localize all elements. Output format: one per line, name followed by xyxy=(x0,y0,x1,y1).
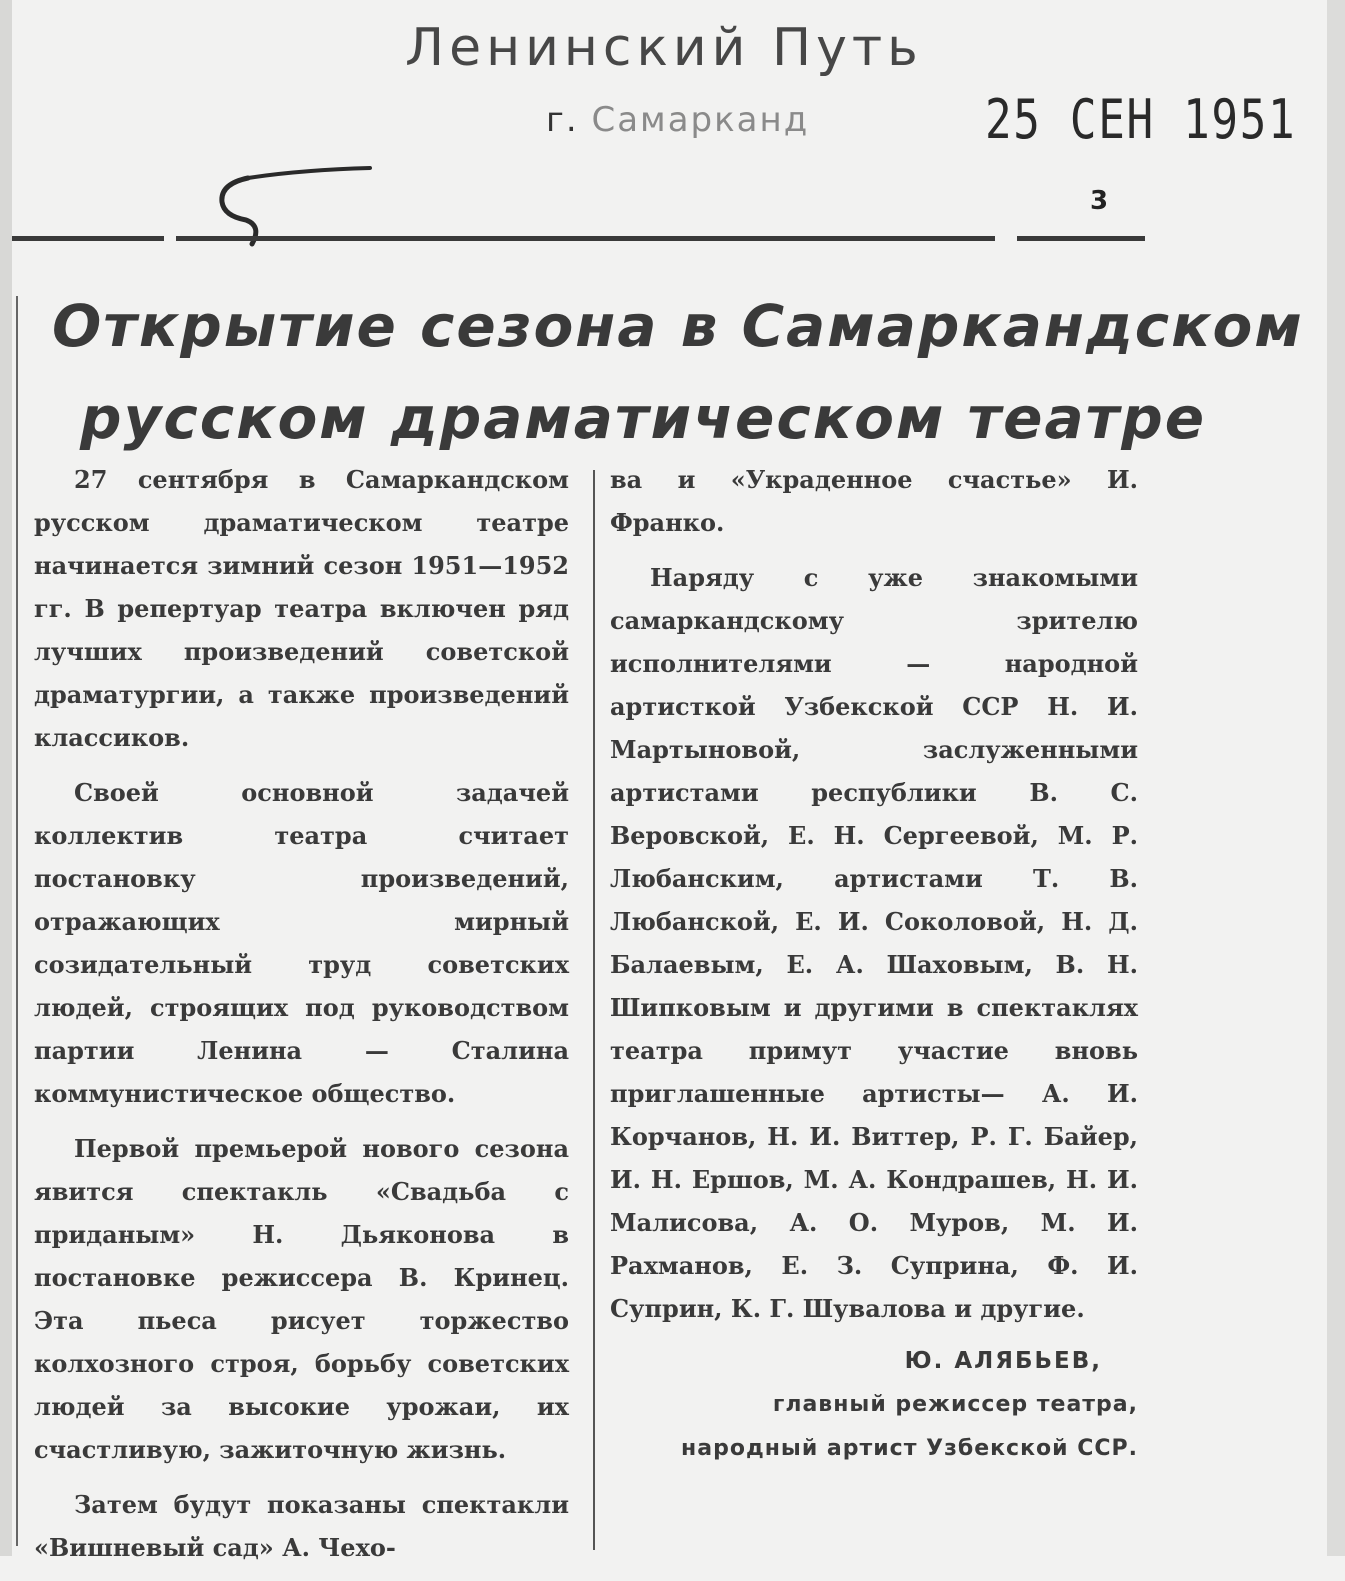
newspaper-title: Ленинский Путь xyxy=(405,18,923,78)
page-number: 3 xyxy=(1090,186,1109,216)
rule-gap xyxy=(164,232,176,244)
headline-line-1: Открытие сезона в Самаркандском xyxy=(52,292,1304,360)
author-title: главный режиссер театра, народный артист Узбекской ССР. xyxy=(681,1392,1138,1461)
article-column-right xyxy=(610,458,1138,1471)
headline-line-2: русском драматическом театре xyxy=(80,384,1207,452)
paragraph: Своей основной задачей коллектив театра считает постановку произведений, отражающих мирный созидательный труд советских людей, строящих под руководством партии Ленина — Сталина коммунистическое общество. xyxy=(34,778,569,1108)
paragraph: ва и «Украденное счастье» И. Франко. xyxy=(610,465,1138,537)
article-headline xyxy=(40,280,1304,464)
scan-edge-left xyxy=(0,0,12,1556)
scan-edge-right xyxy=(1327,0,1345,1556)
article-column-left xyxy=(34,458,569,1581)
column-divider xyxy=(593,470,595,1550)
city-name: Самарканд xyxy=(591,100,810,140)
header-rule xyxy=(12,236,1145,241)
author-signature: Ю. АЛЯБЬЕВ, xyxy=(904,1348,1102,1374)
margin-line xyxy=(16,296,18,1546)
paragraph: Затем будут показаны спектакли «Вишневый сад» А. Чехо- xyxy=(34,1490,569,1562)
date-stamp: 25 СЕН 1951 xyxy=(985,88,1297,151)
rule-gap xyxy=(995,232,1017,244)
paragraph: Первой премьерой нового сезона явится спектакль «Свадьба с приданым» Н. Дьяконова в постановке режиссера В. Кринец. Эта пьеса рисует торжество колхозного строя, борьбу советских людей за высокие урожаи, их счастливую, зажиточную жизнь. xyxy=(34,1134,569,1464)
newspaper-city xyxy=(546,100,809,140)
paragraph: Наряду с уже знакомыми самаркандскому зрителю исполнителями — народной артисткой Узбекской ССР Н. И. Мартыновой, заслуженными артистами республики В. С. Веровской, Е. Н. Сергеевой, М. Р. Любанским, артистами Т. В. Любанской, Е. И. Соколовой, Н. Д. Балаевым, Е. А. Шаховым, В. Н. Шипковым и другими в спектаклях театра примут участие вновь приглашенные артисты— А. И. Корчанов, Н. И. Виттер, Р. Г. Байер, И. Н. Ершов, М. А. Кондрашев, Н. И. Малисова, А. О. Муров, М. И. Рахманов, Е. З. Суприна, Ф. И. Суприн, К. Г. Шувалова и другие. xyxy=(610,563,1138,1323)
paragraph: 27 сентября в Самаркандском русском драматическом театре начинается зимний сезон 1951—1952 гг. В репертуар театра включен ряд лучших произведений советской драматургии, а также произведений классиков. xyxy=(34,465,569,752)
city-prefix: г. xyxy=(546,100,579,140)
